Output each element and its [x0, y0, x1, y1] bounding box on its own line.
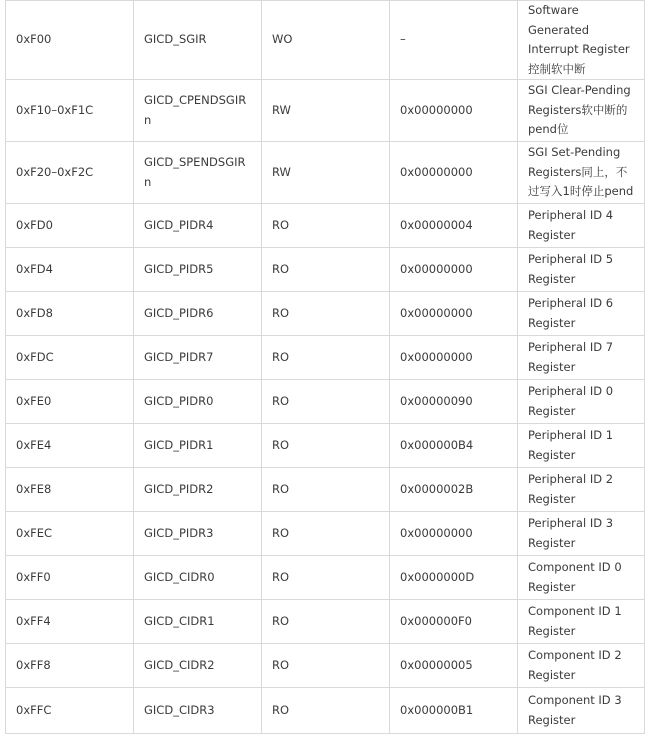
- reset-value-cell: –: [390, 1, 518, 80]
- table-row: [6, 468, 645, 512]
- table-row: [6, 688, 645, 734]
- register-name-cell: GICD_PIDR4: [134, 204, 262, 248]
- description-cell: Peripheral ID 6 Register: [518, 292, 645, 336]
- table-row: [6, 204, 645, 248]
- table-row: [6, 600, 645, 644]
- register-name-cell: GICD_PIDR7: [134, 336, 262, 380]
- table-row: [6, 644, 645, 688]
- register-name-cell: GICD_CIDR0: [134, 556, 262, 600]
- register-name-cell: GICD_CIDR3: [134, 688, 262, 734]
- description-cell: Peripheral ID 1 Register: [518, 424, 645, 468]
- table-row: [6, 142, 645, 204]
- access-type-cell: RO: [262, 512, 390, 556]
- table-row: [6, 292, 645, 336]
- reset-value-cell: 0x00000000: [390, 512, 518, 556]
- table-row: [6, 424, 645, 468]
- reset-value-cell: 0x00000000: [390, 248, 518, 292]
- description-cell: Peripheral ID 0 Register: [518, 380, 645, 424]
- reset-value-cell: 0x00000000: [390, 292, 518, 336]
- access-type-cell: RO: [262, 248, 390, 292]
- access-type-cell: RO: [262, 380, 390, 424]
- description-cell: Component ID 0 Register: [518, 556, 645, 600]
- offset-cell: 0xFF0: [6, 556, 134, 600]
- reset-value-cell: 0x00000004: [390, 204, 518, 248]
- offset-cell: 0xF20–0xF2C: [6, 142, 134, 204]
- table-row: [6, 556, 645, 600]
- reset-value-cell: 0x00000000: [390, 80, 518, 142]
- access-type-cell: RO: [262, 556, 390, 600]
- description-cell: Component ID 1 Register: [518, 600, 645, 644]
- access-type-cell: RO: [262, 644, 390, 688]
- register-name-cell: GICD_PIDR0: [134, 380, 262, 424]
- register-name-cell: GICD_PIDR5: [134, 248, 262, 292]
- offset-cell: 0xFE4: [6, 424, 134, 468]
- description-cell: Peripheral ID 3 Register: [518, 512, 645, 556]
- offset-cell: 0xFD0: [6, 204, 134, 248]
- access-type-cell: RO: [262, 336, 390, 380]
- register-name-cell: GICD_PIDR1: [134, 424, 262, 468]
- table-row: [6, 380, 645, 424]
- offset-cell: 0xFE0: [6, 380, 134, 424]
- offset-cell: 0xFE8: [6, 468, 134, 512]
- register-name-cell: GICD_PIDR2: [134, 468, 262, 512]
- description-cell: SGI Clear-Pending Registers软中断的pend位: [518, 80, 645, 142]
- reset-value-cell: 0x00000000: [390, 142, 518, 204]
- offset-cell: 0xFFC: [6, 688, 134, 734]
- offset-cell: 0xFD4: [6, 248, 134, 292]
- description-cell: Peripheral ID 4 Register: [518, 204, 645, 248]
- description-cell: SGI Set-Pending Registers同上，不过写入1时停止pend: [518, 142, 645, 204]
- table-row: [6, 336, 645, 380]
- offset-cell: 0xFF4: [6, 600, 134, 644]
- register-name-cell: GICD_SGIR: [134, 1, 262, 80]
- offset-cell: 0xF10–0xF1C: [6, 80, 134, 142]
- reset-value-cell: 0x000000B1: [390, 688, 518, 734]
- access-type-cell: WO: [262, 1, 390, 80]
- description-cell: Peripheral ID 2 Register: [518, 468, 645, 512]
- offset-cell: 0xF00: [6, 1, 134, 80]
- offset-cell: 0xFD8: [6, 292, 134, 336]
- access-type-cell: RO: [262, 688, 390, 734]
- reset-value-cell: 0x00000000: [390, 336, 518, 380]
- table-row: [6, 512, 645, 556]
- register-name-cell: GICD_CPENDSGIRn: [134, 80, 262, 142]
- access-type-cell: RW: [262, 80, 390, 142]
- register-name-cell: GICD_SPENDSGIRn: [134, 142, 262, 204]
- table-row: [6, 248, 645, 292]
- offset-cell: 0xFF8: [6, 644, 134, 688]
- reset-value-cell: 0x0000002B: [390, 468, 518, 512]
- description-cell: Peripheral ID 5 Register: [518, 248, 645, 292]
- reset-value-cell: 0x000000B4: [390, 424, 518, 468]
- table-row: [6, 1, 645, 80]
- offset-cell: 0xFDC: [6, 336, 134, 380]
- access-type-cell: RO: [262, 468, 390, 512]
- register-name-cell: GICD_CIDR1: [134, 600, 262, 644]
- description-cell: Peripheral ID 7 Register: [518, 336, 645, 380]
- register-name-cell: GICD_CIDR2: [134, 644, 262, 688]
- access-type-cell: RO: [262, 292, 390, 336]
- register-table: [5, 0, 645, 734]
- reset-value-cell: 0x00000005: [390, 644, 518, 688]
- table-row: [6, 80, 645, 142]
- reset-value-cell: 0x0000000D: [390, 556, 518, 600]
- description-cell: Component ID 3 Register: [518, 688, 645, 734]
- description-cell: Component ID 2 Register: [518, 644, 645, 688]
- access-type-cell: RO: [262, 600, 390, 644]
- reset-value-cell: 0x00000090: [390, 380, 518, 424]
- access-type-cell: RO: [262, 424, 390, 468]
- reset-value-cell: 0x000000F0: [390, 600, 518, 644]
- description-cell: Software Generated Interrupt Register 控制软中断: [518, 1, 645, 80]
- offset-cell: 0xFEC: [6, 512, 134, 556]
- access-type-cell: RW: [262, 142, 390, 204]
- register-name-cell: GICD_PIDR6: [134, 292, 262, 336]
- access-type-cell: RO: [262, 204, 390, 248]
- register-name-cell: GICD_PIDR3: [134, 512, 262, 556]
